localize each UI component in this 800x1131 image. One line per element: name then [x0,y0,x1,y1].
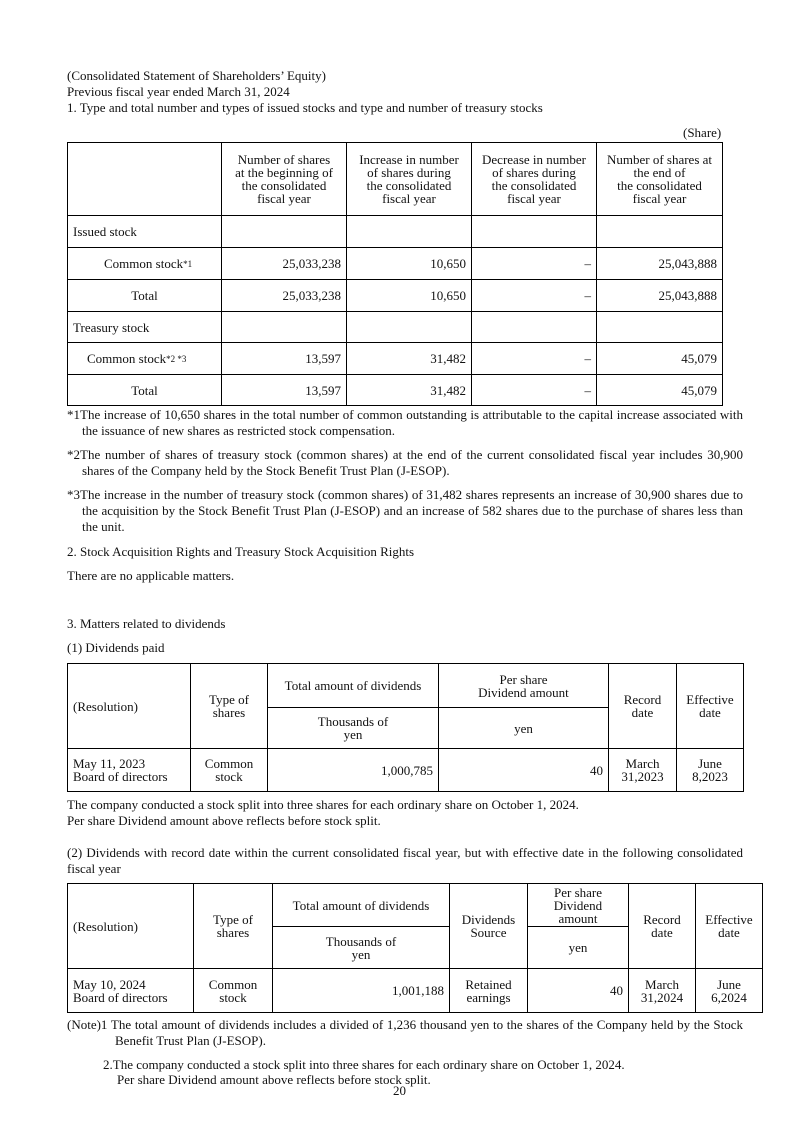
effective-date-header: Effective date [677,664,744,749]
dividends-record-table [67,883,763,1013]
fiscal-year-line: Previous fiscal year ended March 31, 2024 [67,84,290,99]
dividend-note-1: (Note)1 The total amount of dividends includes a divided of 1,236 thousand yen to the shares of the Company held by the Stock Benefit Trust Plan (J-ESOP). [67,1017,743,1048]
table-row [68,749,744,792]
section1-title: 1. Type and total number and types of issued stocks and type and number of treasury stocks [67,100,543,115]
cell: 31,482 [347,343,472,375]
total-amount-header: Total amount of dividends [273,884,450,927]
type-cell: Common stock [191,749,268,792]
cell: 31,482 [347,375,472,406]
effective-cell: June 8,2023 [677,749,744,792]
cell: – [472,248,597,280]
effective-date-header: Effective date [696,884,763,969]
resolution-cell: May 10, 2024 Board of directors [68,969,194,1013]
thousands-yen-unit: Thousands of yen [273,927,450,969]
per-share-cell: 40 [439,749,609,792]
table-row [68,312,723,343]
per-share-header: Per share Dividend amount [439,664,609,708]
note-2: *2The number of shares of treasury stock (common shares) at the end of the current consolidated fiscal year includes 30,900 shares of the Company held by the Stock Benefit Trust Plan (J-ESOP). [67,447,743,478]
header-decrease: Decrease in number of shares during the consolidated fiscal year [472,143,597,216]
table-row [68,969,763,1013]
cell: 25,033,238 [222,280,347,312]
cell: 10,650 [347,280,472,312]
table-row [68,280,723,312]
cell: – [472,343,597,375]
section2-title: 2. Stock Acquisition Rights and Treasury Stock Acquisition Rights [67,544,415,559]
type-cell: Common stock [194,969,273,1013]
unit-label: (Share) [683,125,722,140]
issued-total-label: Total [68,280,222,312]
treasury-stock-label: Treasury stock [68,312,222,343]
per-share-header: Per share Dividend amount [528,884,629,927]
record-date-header: Record date [609,664,677,749]
page-number: 20 [393,1083,406,1098]
table-row [68,248,723,280]
cell: 13,597 [222,343,347,375]
per-share-cell: 40 [528,969,629,1013]
table-header-row [68,884,763,927]
dividends-paid-table [67,663,744,792]
note-3: *3The increase in the number of treasury stock (common shares) of 31,482 shares represents an increase of 30,900 shares due to the acquisition by the Stock Benefit Trust Plan (J-ESOP) and an increase of 582 shares due to the purchase of shares less than the unit. [67,487,743,534]
table-row [68,375,723,406]
header-increase: Increase in number of shares during the consolidated fiscal year [347,143,472,216]
table-row [68,216,723,248]
resolution-header: (Resolution) [68,884,194,969]
treasury-common-label: Common stock$^{*2 *3}$ [68,343,222,375]
dividends-paid-title: (1) Dividends paid [67,640,165,655]
record-cell: March 31,2023 [609,749,677,792]
thousands-yen-unit: Thousands of yen [268,708,439,749]
cell: 13,597 [222,375,347,406]
yen-unit: yen [439,708,609,749]
record-cell: March 31,2024 [629,969,696,1013]
statement-title: (Consolidated Statement of Shareholders’ Equity) [67,68,326,83]
total-amount-header: Total amount of dividends [268,664,439,708]
table-row [68,343,723,375]
cell: 45,079 [597,343,723,375]
issued-stock-label: Issued stock [68,216,222,248]
dividends-record-title: (2) Dividends with record date within the current consolidated fiscal year, but with effective date in the following consolidated fiscal year [67,845,743,876]
stock-split-note-2: Per share Dividend amount above reflects before stock split. [67,813,381,828]
table-header-row [68,143,723,216]
total-cell: 1,000,785 [268,749,439,792]
cell: – [472,280,597,312]
stock-split-note: The company conducted a stock split into three shares for each ordinary share on October 1, 2024. [67,797,579,812]
cell: 25,043,888 [597,248,723,280]
type-header: Type of shares [194,884,273,969]
cell: 25,033,238 [222,248,347,280]
cell: – [472,375,597,406]
resolution-cell: May 11, 2023 Board of directors [68,749,191,792]
header-beginning: Number of shares at the beginning of the consolidated fiscal year [222,143,347,216]
cell: 10,650 [347,248,472,280]
resolution-header: (Resolution) [68,664,191,749]
header-end: Number of shares at the end of the consolidated fiscal year [597,143,723,216]
record-date-header: Record date [629,884,696,969]
table-header-row [68,664,744,708]
yen-unit: yen [528,927,629,969]
shares-table [67,142,723,406]
treasury-total-label: Total [68,375,222,406]
source-header: Dividends Source [450,884,528,969]
source-cell: Retained earnings [450,969,528,1013]
note-1: *1The increase of 10,650 shares in the total number of common outstanding is attributable to the capital increase associated with the issuance of new shares as restricted stock compensation. [67,407,743,438]
cell: 45,079 [597,375,723,406]
type-header: Type of shares [191,664,268,749]
dividend-note-2: 2.The company conducted a stock split into three shares for each ordinary share on October 1, 2024. [103,1057,625,1072]
total-cell: 1,001,188 [273,969,450,1013]
section3-title: 3. Matters related to dividends [67,616,226,631]
cell: 25,043,888 [597,280,723,312]
effective-cell: June 6,2024 [696,969,763,1013]
dividend-note-2b: Per share Dividend amount above reflects before stock split. [117,1072,431,1087]
issued-common-label: Common stock$^{*1}$ [68,248,222,280]
section2-body: There are no applicable matters. [67,568,235,583]
